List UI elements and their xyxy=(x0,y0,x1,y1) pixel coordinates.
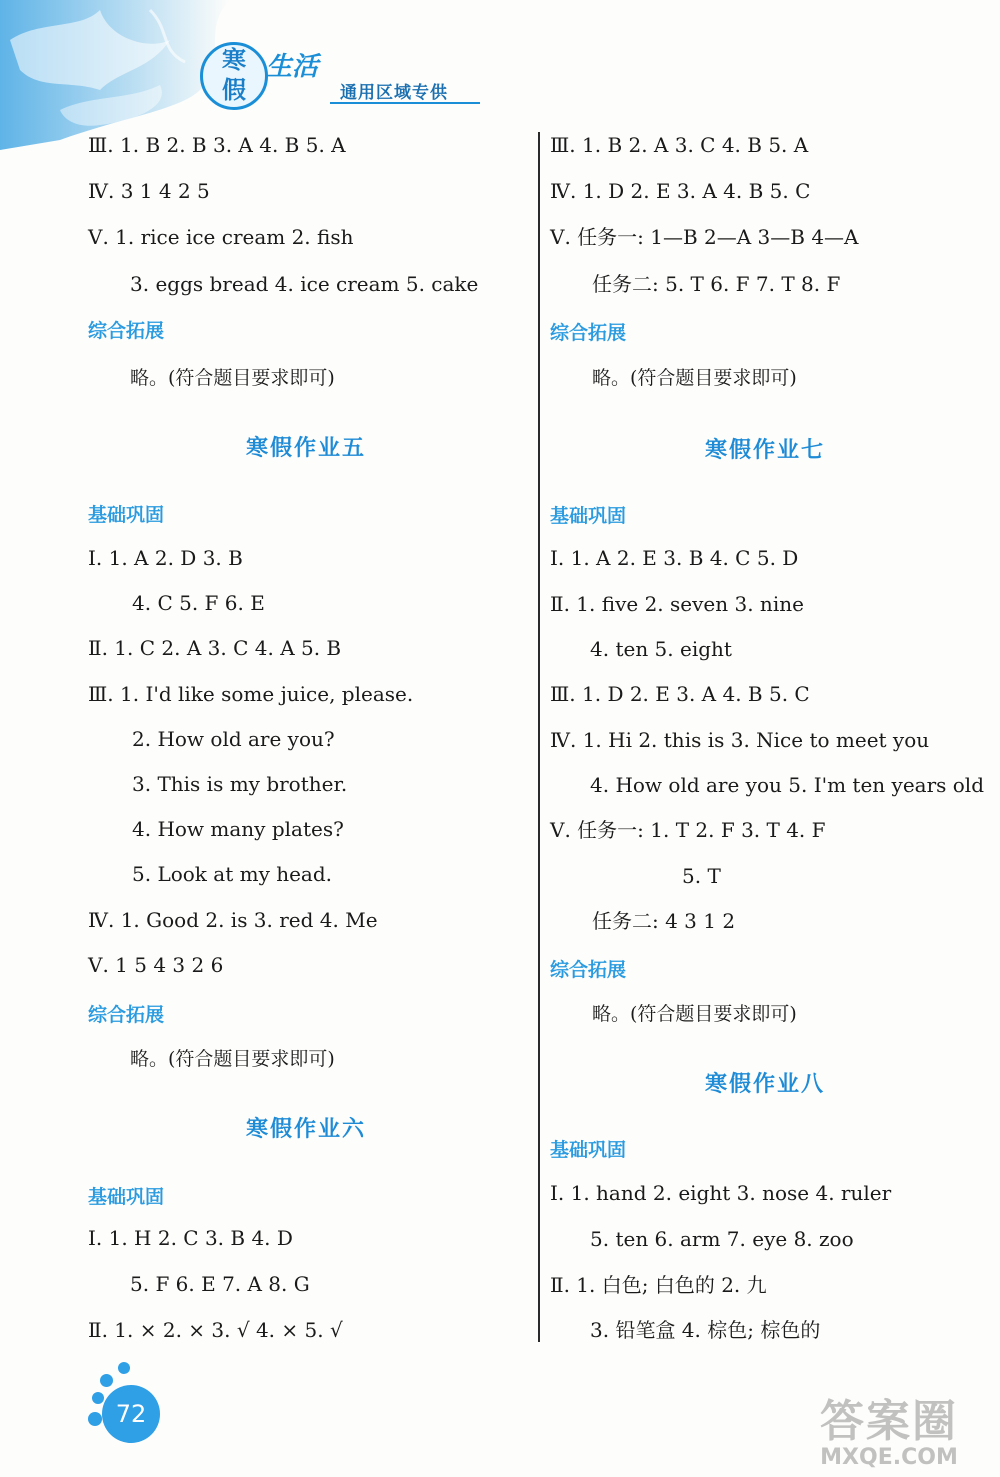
assignment-title: 寒假作业八 xyxy=(705,1072,826,1097)
answer-line: Ⅳ. 1. Good 2. is 3. red 4. Me xyxy=(88,908,378,932)
decor-dot xyxy=(118,1362,130,1374)
note-text: 略。(符合题目要求即可) xyxy=(130,1048,335,1070)
answer-line: 4. C 5. F 6. E xyxy=(132,591,265,615)
answer-line: 4. How many plates? xyxy=(132,817,344,841)
answer-line: 5. ten 6. arm 7. eye 8. zoo xyxy=(590,1227,854,1251)
answer-line: Ⅳ. 1. Hi 2. this is 3. Nice to meet you xyxy=(550,728,930,752)
brand-logo xyxy=(200,42,500,112)
section-heading: 综合拓展 xyxy=(550,322,627,344)
answer-line: 3. 铅笔盒 4. 棕色; 棕色的 xyxy=(590,1318,821,1342)
decor-dot xyxy=(88,1412,102,1426)
decor-dot xyxy=(92,1392,104,1404)
answer-line: 4. ten 5. eight xyxy=(590,637,732,661)
answer-line: 5. Look at my head. xyxy=(132,862,333,886)
assignment-title: 寒假作业五 xyxy=(246,436,367,461)
answer-line: 4. How old are you 5. I'm ten years old xyxy=(590,773,985,797)
answer-line: Ⅲ. 1. I'd like some juice, please. xyxy=(88,682,414,706)
assignment-title: 寒假作业六 xyxy=(246,1117,367,1142)
answer-line: 3. eggs bread 4. ice cream 5. cake xyxy=(130,272,479,296)
section-heading: 基础巩固 xyxy=(550,505,627,527)
decor-dot xyxy=(100,1374,113,1387)
note-text: 略。(符合题目要求即可) xyxy=(592,367,797,389)
section-heading: 基础巩固 xyxy=(550,1139,627,1161)
answer-line: Ⅳ. 1. D 2. E 3. A 4. B 5. C xyxy=(550,179,811,203)
note-text: 略。(符合题目要求即可) xyxy=(130,367,335,389)
answer-line: Ⅲ. 1. B 2. B 3. A 4. B 5. A xyxy=(88,133,346,157)
answer-line: 3. This is my brother. xyxy=(132,772,348,796)
answer-line: Ⅰ. 1. hand 2. eight 3. nose 4. ruler xyxy=(550,1181,892,1205)
answer-line: Ⅰ. 1. H 2. C 3. B 4. D xyxy=(88,1226,293,1250)
answer-line: Ⅴ. 任务一: 1—B 2—A 3—B 4—A xyxy=(550,225,859,249)
section-heading: 综合拓展 xyxy=(550,959,627,981)
brand-script: 生活 xyxy=(266,52,319,82)
note-text: 略。(符合题目要求即可) xyxy=(592,1003,797,1025)
answer-line: Ⅲ. 1. B 2. A 3. C 4. B 5. A xyxy=(550,133,809,157)
answer-line: Ⅱ. 1. 白色; 白色的 2. 九 xyxy=(550,1273,767,1297)
column-divider xyxy=(538,132,540,1342)
section-heading: 基础巩固 xyxy=(88,504,165,526)
assignment-title: 寒假作业七 xyxy=(705,438,826,463)
answer-line: Ⅱ. 1. five 2. seven 3. nine xyxy=(550,592,804,616)
answer-line: Ⅳ. 3 1 4 2 5 xyxy=(88,179,210,203)
answer-line: 任务二: 5. T 6. F 7. T 8. F xyxy=(592,272,841,296)
answer-line: Ⅱ. 1. × 2. × 3. √ 4. × 5. √ xyxy=(88,1318,343,1342)
answer-line: Ⅰ. 1. A 2. D 3. B xyxy=(88,546,243,570)
watermark xyxy=(820,1385,958,1470)
brand-subtitle: 通用区域专供 xyxy=(340,83,448,103)
answer-line: 5. F 6. E 7. A 8. G xyxy=(130,1272,310,1296)
answer-line: 5. T xyxy=(682,864,721,888)
section-heading: 综合拓展 xyxy=(88,320,165,342)
watermark-cn: 答案圈 xyxy=(820,1396,958,1447)
section-heading: 基础巩固 xyxy=(88,1186,165,1208)
watermark-en: MXQE.COM xyxy=(820,1445,958,1470)
section-heading: 综合拓展 xyxy=(88,1004,165,1026)
answer-line: Ⅴ. 任务一: 1. T 2. F 3. T 4. F xyxy=(550,818,826,842)
answer-line: 2. How old are you? xyxy=(132,727,335,751)
answer-line: Ⅴ. 1 5 4 3 2 6 xyxy=(88,953,224,977)
answer-line: 任务二: 4 3 1 2 xyxy=(592,909,736,933)
answer-line: Ⅰ. 1. A 2. E 3. B 4. C 5. D xyxy=(550,546,799,570)
brand-emblem: 寒 假 xyxy=(200,42,268,110)
answer-line: Ⅱ. 1. C 2. A 3. C 4. A 5. B xyxy=(88,636,342,660)
page-number: 72 xyxy=(102,1385,160,1443)
answer-line: Ⅲ. 1. D 2. E 3. A 4. B 5. C xyxy=(550,682,810,706)
answer-line: Ⅴ. 1. rice ice cream 2. fish xyxy=(88,225,354,249)
